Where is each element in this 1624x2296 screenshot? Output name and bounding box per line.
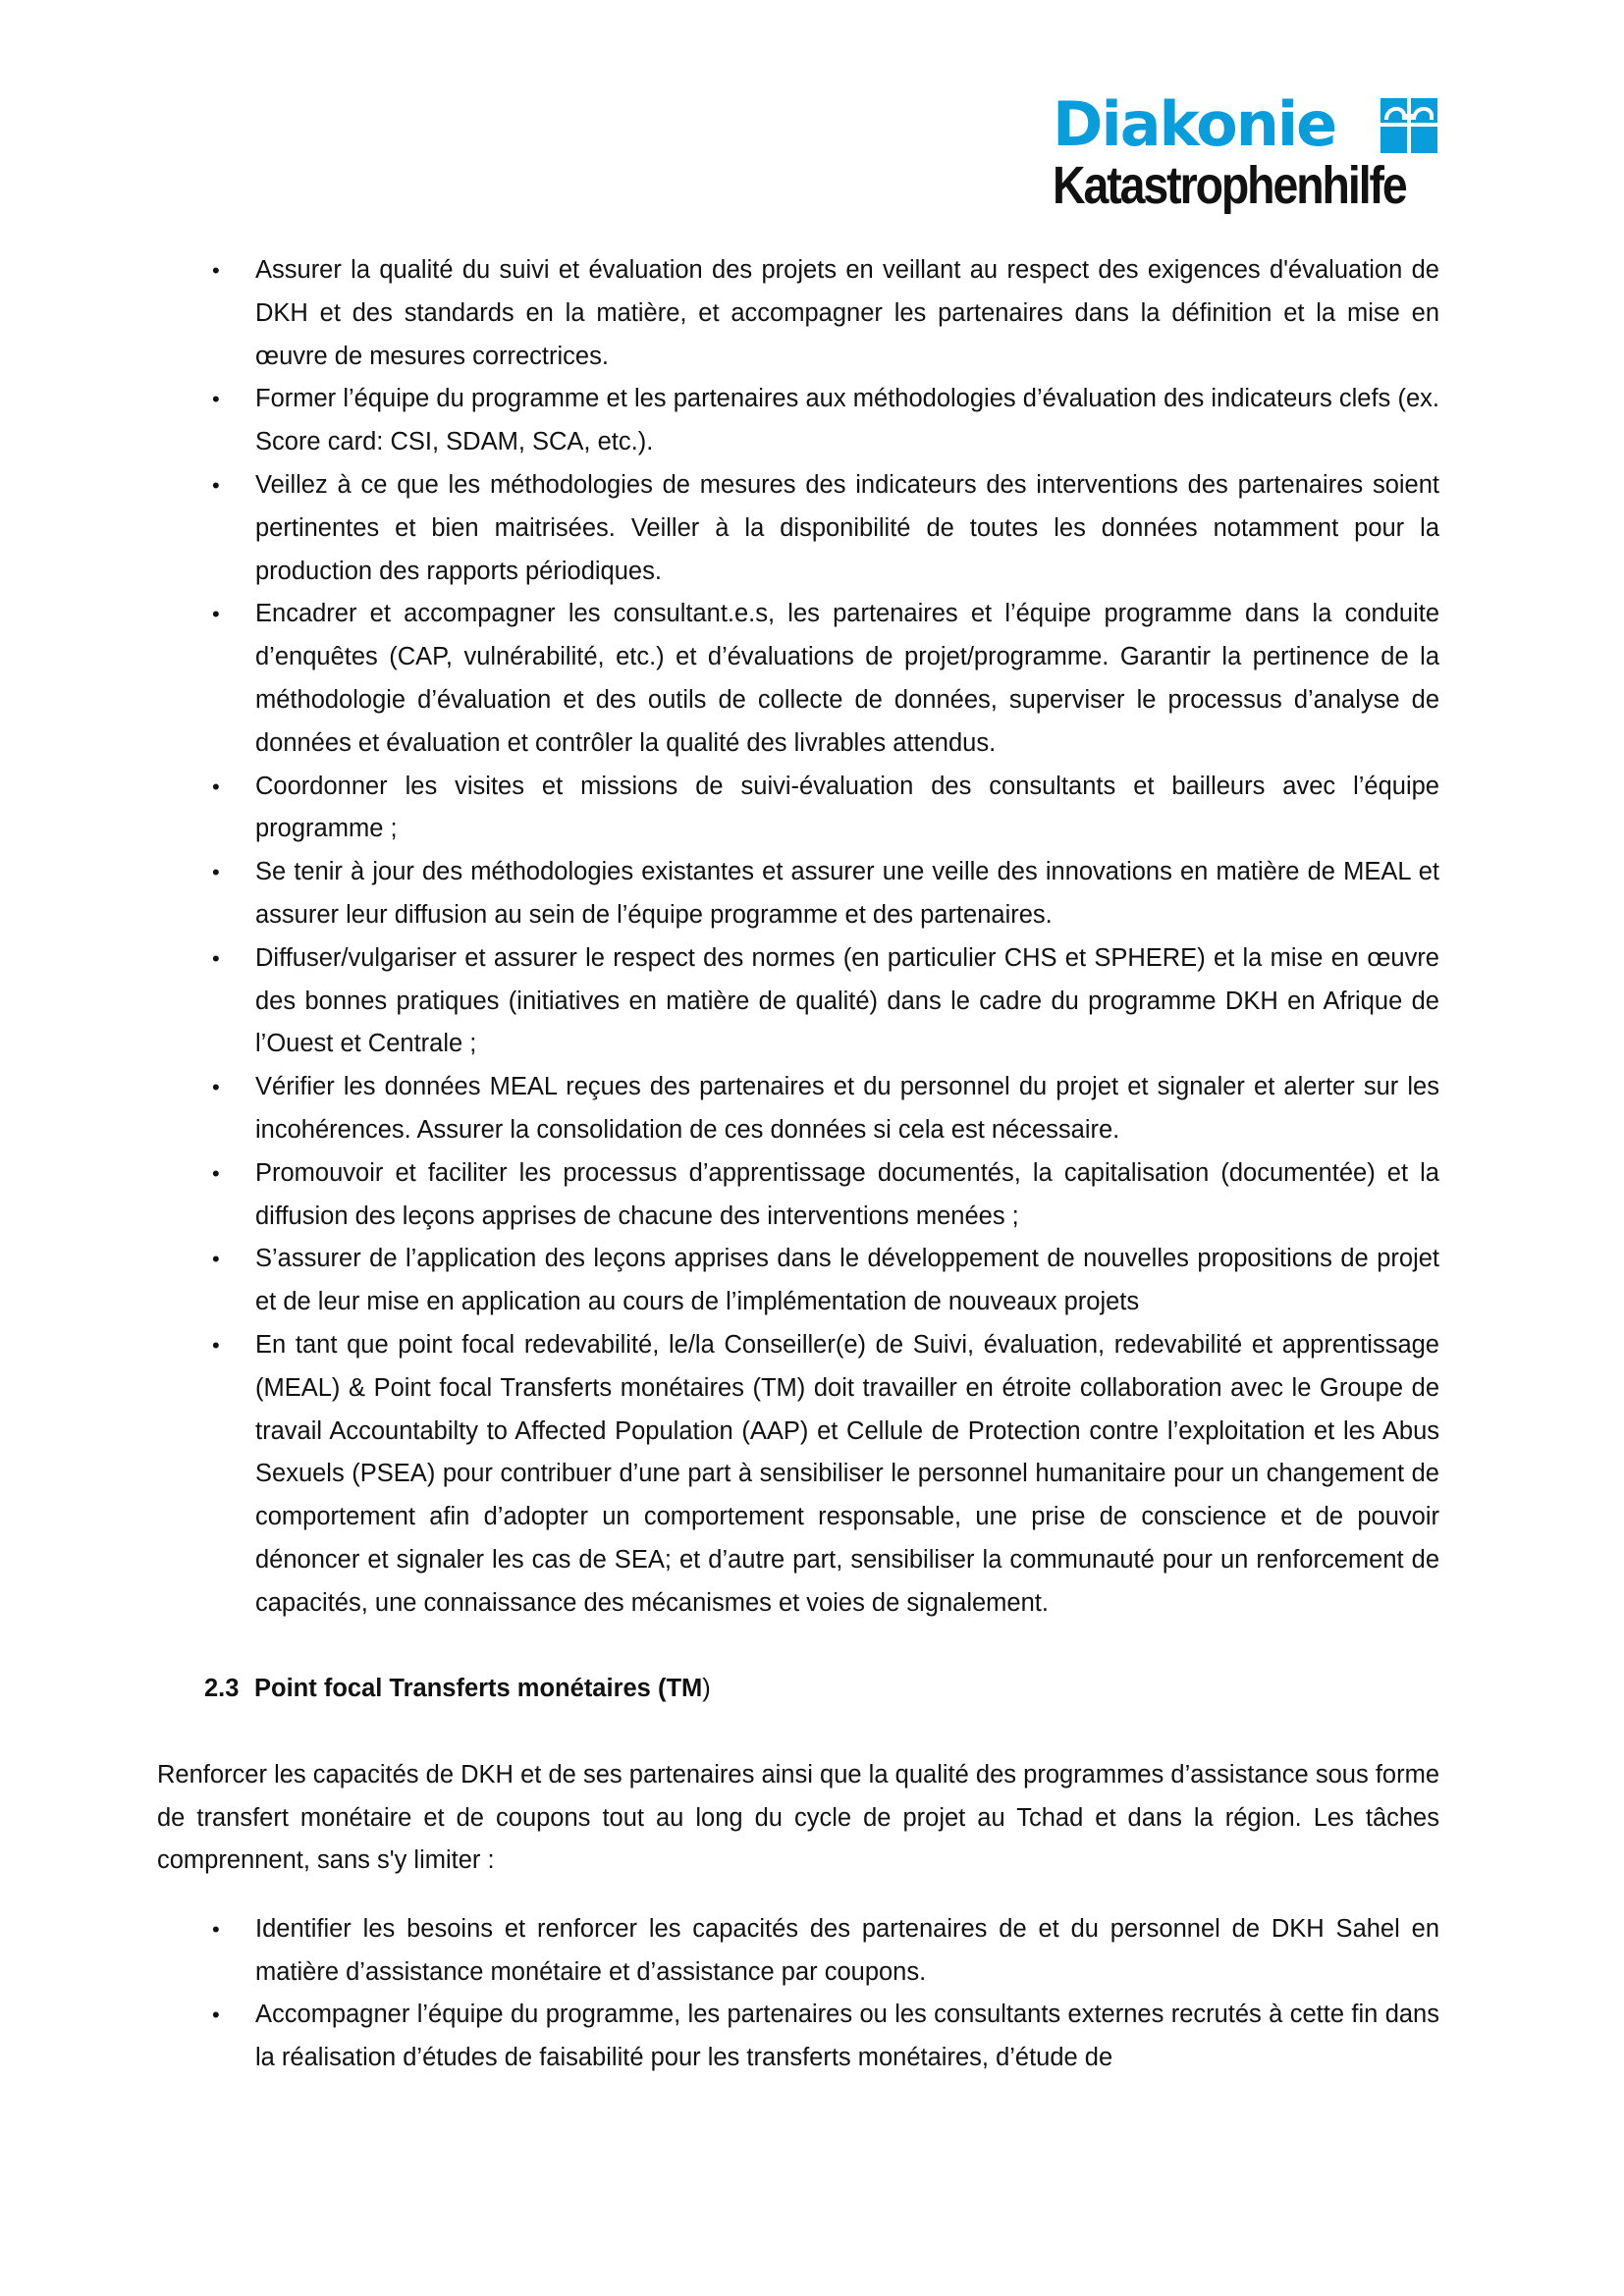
list-item: • S’assurer de l’application des leçons apprises dans le développement de nouvelles propositions de projet et de leur mise en application au cours de l’implémentation de nouveaux projets [157, 1238, 1439, 1324]
list-item: • Encadrer et accompagner les consultant.e.s, les partenaires et l’équipe programme dans la conduite d’enquêtes (CAP, vulnérabilité, etc.) et d’évaluations de projet/programme. Garantir la pertinence de la méthodologie d’évaluation et des outils de collecte de données, superviser le processus d’analyse de données et évaluation et contrôler la qualité des livrables attendus. [157, 593, 1439, 765]
bullet-icon: • [212, 1332, 220, 1358]
bullet-icon: • [212, 602, 220, 627]
logo-katastrophenhilfe-text: Katastrophenhilfe [1053, 156, 1406, 215]
list-item: • Former l’équipe du programme et les partenaires aux méthodologies d’évaluation des indicateurs clefs (ex. Score card: CSI, SDAM, SCA, etc.). [157, 378, 1439, 464]
list-item: • Vérifier les données MEAL reçues des partenaires et du personnel du projet et signaler et alerter sur les incohérences. Assurer la consolidation de ces données si cela est nécessaire. [157, 1066, 1439, 1152]
bullet-icon: • [212, 472, 220, 498]
list-item: • Promouvoir et faciliter les processus d’apprentissage documentés, la capitalisation (documentée) et la diffusion des leçons apprises de chacune des interventions menées ; [157, 1152, 1439, 1239]
bullet-icon: • [212, 945, 220, 971]
list-item: • Se tenir à jour des méthodologies existantes et assurer une veille des innovations en matière de MEAL et assurer leur diffusion au sein de l’équipe programme et des partenaires. [157, 851, 1439, 937]
list-item: • En tant que point focal redevabilité, le/la Conseiller(e) de Suivi, évaluation, redevabilité et apprentissage (MEAL) & Point focal Transferts monétaires (TM) doit travailler en étroite collaboration avec le Groupe de travail Accountabilty to Affected Population (AAP) et Cellule de Protection contre l’exploitation et les Abus Sexuels (PSEA) pour contribuer d’une part à sensibiliser le personnel humanitaire pour un changement de comportement afin d’adopter un comportement responsable, une prise de conscience et de pouvoir dénoncer et signaler les cas de SEA; et d’autre part, sensibiliser la communauté pour un renforcement de capacités, une connaissance des mécanismes et voies de signalement. [157, 1324, 1439, 1626]
bullet-icon: • [212, 258, 220, 283]
diakonie-cross-icon [1380, 98, 1437, 153]
section-number: 2.3 [204, 1675, 240, 1703]
bullet-icon: • [212, 1916, 220, 1942]
list-item: • Identifier les besoins et renforcer les capacités des partenaires de et du personnel de DKH Sahel en matière d’assistance monétaire et d’assistance par coupons. [157, 1908, 1439, 1995]
tm-tasks-list [157, 1908, 1439, 2080]
bullet-icon: • [212, 774, 220, 799]
responsibilities-list [157, 249, 1439, 1626]
bullet-icon: • [212, 1247, 220, 1272]
bullet-icon: • [212, 1075, 220, 1100]
list-item: • Veillez à ce que les méthodologies de mesures des indicateurs des interventions des partenaires soient pertinentes et bien maitrisées. Veiller à la disponibilité de toutes les données notamment pour la production des rapports périodiques. [157, 464, 1439, 593]
list-item: • Coordonner les visites et missions de suivi-évaluation des consultants et bailleurs avec l’équipe programme ; [157, 766, 1439, 852]
section-heading-2-3 [157, 1668, 1439, 1711]
section-intro-paragraph: Renforcer les capacités de DKH et de ses partenaires ainsi que la qualité des programmes d’assistance sous forme de transfert monétaire et de coupons tout au long du cycle de projet au Tchad et dans la région. Les tâches comprennent, sans s'y limiter : [157, 1760, 1439, 1875]
section-title: Point focal Transferts monétaires (TM [254, 1675, 703, 1703]
diakonie-katastrophenhilfe-logo [1053, 88, 1449, 220]
bullet-icon: • [212, 860, 220, 885]
document-body [157, 249, 1439, 2080]
bullet-icon: • [212, 1160, 220, 1186]
list-item: • Diffuser/vulgariser et assurer le respect des normes (en particulier CHS et SPHERE) et la mise en œuvre des bonnes pratiques (initiatives en matière de qualité) dans le cadre du programme DKH en Afrique de l’Ouest et Centrale ; [157, 937, 1439, 1066]
section-title-close: ) [702, 1675, 711, 1703]
logo-wordmark-top [1053, 88, 1336, 160]
bullet-icon: • [212, 387, 220, 412]
bullet-icon: • [212, 2002, 220, 2028]
logo-diakonie-text: Diakonie [1053, 88, 1336, 160]
list-item: • Assurer la qualité du suivi et évaluation des projets en veillant au respect des exigences d'évaluation de DKH et des standards en la matière, et accompagner les partenaires dans la définition et la mise en œuvre de mesures correctrices. [157, 249, 1439, 378]
list-item: • Accompagner l’équipe du programme, les partenaires ou les consultants externes recrutés à cette fin dans la réalisation d’études de faisabilité pour les transferts monétaires, d’étude de [157, 1994, 1439, 2080]
